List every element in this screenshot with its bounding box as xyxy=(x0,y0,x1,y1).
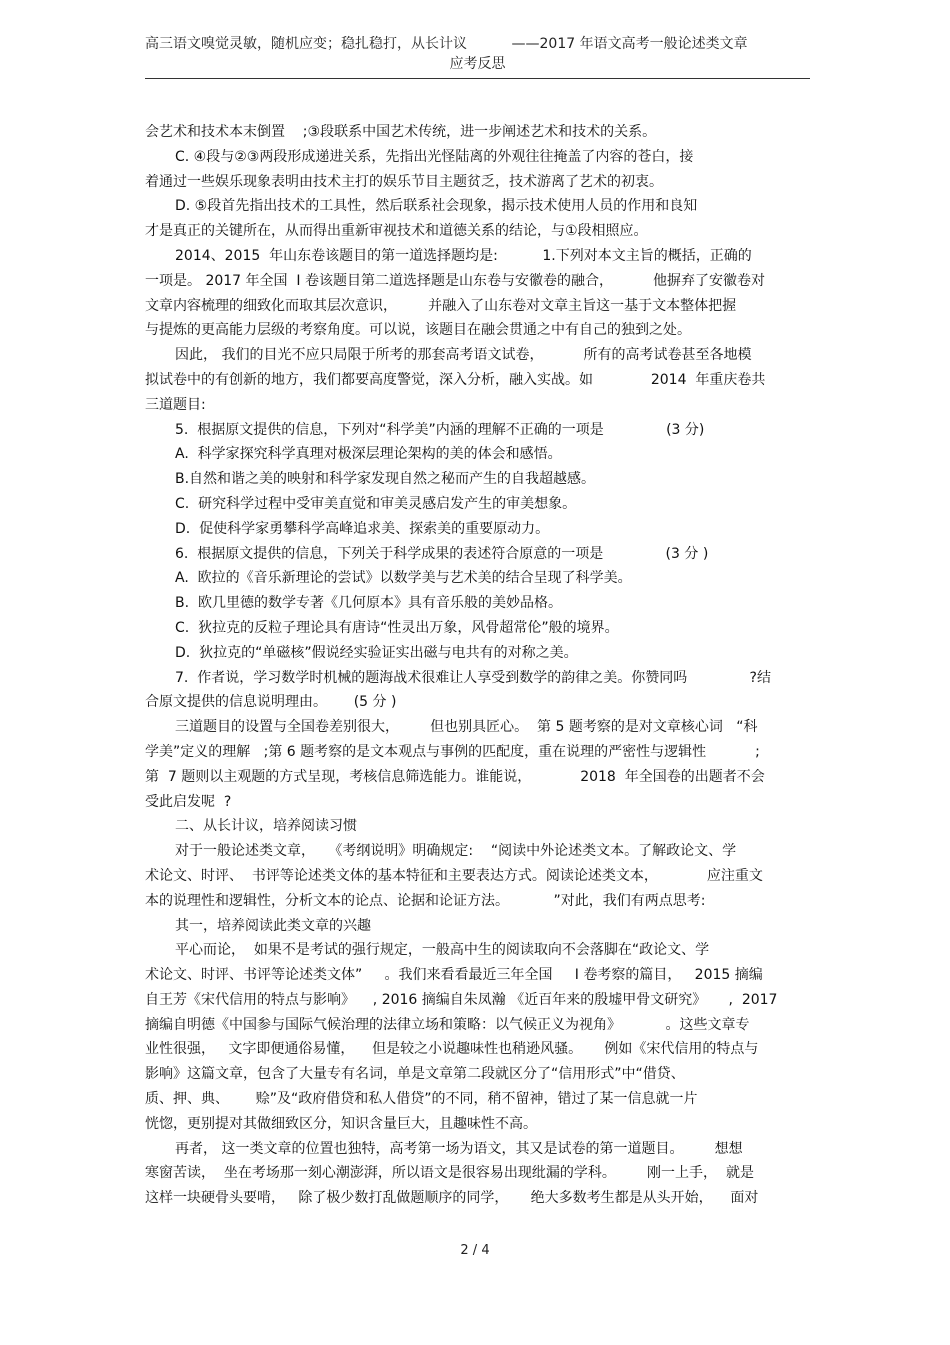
text-line: 第 7 题则以主观题的方式呈现，考核信息筛选能力。谁能说， 2018 年全国卷的出题者不会 xyxy=(145,768,765,785)
text-line: 三道题目的设置与全国卷差别很大， 但也别具匠心。 第 5 题考察的是对文章核心词 “科 xyxy=(175,719,758,736)
text-line: C. 研究科学过程中受审美直觉和审美灵感启发产生的审美想象。 xyxy=(175,495,577,512)
text-line: A. 科学家探究科学真理对极深层理论架构的美的体会和感悟。 xyxy=(175,446,562,463)
text-line: 文章内容梳理的细致化而取其层次意识， 并融入了山东卷对文章主旨这一基于文本整体把握 xyxy=(145,297,737,314)
text-line: 影响》这篇文章，包含了大量专有名词，单是文章第二段就区分了“信用形式”中“借贷、 xyxy=(145,1066,685,1083)
text-line: C. ④段与②③两段形成递进关系，先指出光怪陆离的外观往往掩盖了内容的苍白，接 xyxy=(175,148,694,165)
text-line: 摘编自明德《中国参与国际气候治理的法律立场和策略：以气候正义为视角》 。这些文章专 xyxy=(145,1016,750,1033)
text-line: 会艺术和技术本末倒置 ;③段联系中国艺术传统，进一步阐述艺术和技术的关系。 xyxy=(145,124,657,140)
text-line: 合原文提供的信息说明理由。 (5 分 ) xyxy=(145,694,397,711)
text-line: 这样一块硬骨头要啃， 除了极少数打乱做题顺序的同学， 绝大多数考生都是从头开始， 面对 xyxy=(145,1190,759,1207)
text-line: 学美”定义的理解 ;第 6 题考察的是文本观点与事例的匹配度，重在说理的严密性与逻辑性 ; xyxy=(145,743,760,760)
text-line: 寒窗苦读， 坐在考场那一刻心潮澎湃，所以语文是很容易出现纰漏的学科。 刚一上手， 就是 xyxy=(145,1165,754,1182)
header-title: 高三语文嗅觉灵敏，随机应变；稳扎稳打，从长计议 ——2017 年语文高考一般论述类文章 xyxy=(145,36,748,52)
text-line: 平心而论， 如果不是考试的强行规定，一般高中生的阅读取向不会落脚在“政论文、学 xyxy=(175,942,710,959)
text-line: 恍惚，更别提对其做细致区分，知识含量巨大，且趣味性不高。 xyxy=(145,1115,537,1132)
text-line: C. 狄拉克的反粒子理论具有唐诗“性灵出万象，风骨超常伦”般的境界。 xyxy=(175,619,619,636)
text-line: 因此， 我们的目光不应只局限于所考的那套高考语文试卷， 所有的高考试卷甚至各地模 xyxy=(175,347,752,364)
text-line: 6. 根据原文提供的信息，下列关于科学成果的表述符合原意的一项是 (3 分 ) xyxy=(175,545,709,562)
text-line: 术论文、时评、书评等论述类文体” 。我们来看看最近三年全国 Ⅰ 卷考察的篇目， 2015 摘编 xyxy=(145,967,763,984)
text-line: 一项是。 2017 年全国 Ⅰ 卷该题目第二道选择题是山东卷与安徽卷的融合， 他摒弃了安徽卷对 xyxy=(145,272,766,289)
text-line: 三道题目: xyxy=(145,396,206,413)
text-line: D. ⑤段首先指出技术的工具性，然后联系社会现象，揭示技术使用人员的作用和良知 xyxy=(175,198,698,215)
document-body xyxy=(145,120,815,1211)
text-line: 自王芳《宋代信用的特点与影响》 , 2016 摘编自朱凤瀚 《近百年来的殷墟甲骨文研究》 , 2017 xyxy=(145,991,778,1008)
header-rule xyxy=(145,78,810,79)
text-line: B. 欧几里德的数学专著《几何原本》具有音乐般的美妙品格。 xyxy=(175,595,562,612)
text-line: 7. 作者说，学习数学时机械的题海战术很难让人享受到数学的韵律之美。你赞同吗 ?结 xyxy=(175,669,771,686)
text-line: 2014、2015 年山东卷该题目的第一道选择题均是: 1.下列对本文主旨的概括，正确的 xyxy=(175,247,752,264)
text-line: 受此启发呢 ? xyxy=(145,793,232,810)
text-line: 与提炼的更高能力层级的考察角度。可以说，该题目在融会贯通之中有自己的独到之处。 xyxy=(145,322,691,339)
text-line: D. 狄拉克的“单磁核”假说经实验证实出磁与电共有的对称之美。 xyxy=(175,644,578,661)
text-line: 其一，培养阅读此类文章的兴趣 xyxy=(175,917,371,934)
text-line: 对于一般论述类文章， 《考纲说明》明确规定: “阅读中外论述类文本。了解政论文、学 xyxy=(175,843,737,860)
text-line: 着通过一些娱乐现象表明由技术主打的娱乐节目主题贫乏，技术游离了艺术的初衷。 xyxy=(145,173,663,190)
header-title-continued: 应考反思 xyxy=(449,56,506,72)
text-line: 本的说理性和逻辑性，分析文本的论点、论据和论证方法。 ”对此，我们有两点思考: xyxy=(145,892,706,909)
text-line: 二、从长计议，培养阅读习惯 xyxy=(175,818,357,835)
text-line: D. 促使科学家勇攀科学高峰追求美、探索美的重要原动力。 xyxy=(175,520,550,537)
page-number: 2 / 4 xyxy=(460,1243,490,1258)
text-line: A. 欧拉的《音乐新理论的尝试》以数学美与艺术美的结合呈现了科学美。 xyxy=(175,570,632,587)
text-line: 术论文、时评、 书评等论述类文体的基本特征和主要表达方式。阅读论述类文本， 应注重文 xyxy=(145,867,763,884)
text-line: 业性很强， 文字即便通俗易懂， 但是较之小说趣味性也稍逊风骚。 例如《宋代信用的特点与 xyxy=(145,1041,759,1058)
text-line: B.自然和谐之美的映射和科学家发现自然之秘而产生的自我超越感。 xyxy=(175,471,596,488)
page-header xyxy=(145,34,810,74)
text-line: 5. 根据原文提供的信息，下列对“科学美”内涵的理解不正确的一项是 (3 分) xyxy=(175,421,705,438)
text-line: 才是真正的关键所在，从而得出重新审视技术和道德关系的结论，与①段相照应。 xyxy=(145,223,648,240)
text-line: 再者， 这一类文章的位置也独特，高考第一场为语文，其又是试卷的第一道题目。 想想 xyxy=(175,1140,743,1157)
text-line: 质、押、典、 赊”及“政府借贷和私人借贷”的不同，稍不留神，错过了某一信息就一片 xyxy=(145,1091,698,1108)
text-line: 拟试卷中的有创新的地方，我们都要高度警觉，深入分析，融入实战。如 2014 年重庆卷共 xyxy=(145,371,766,388)
